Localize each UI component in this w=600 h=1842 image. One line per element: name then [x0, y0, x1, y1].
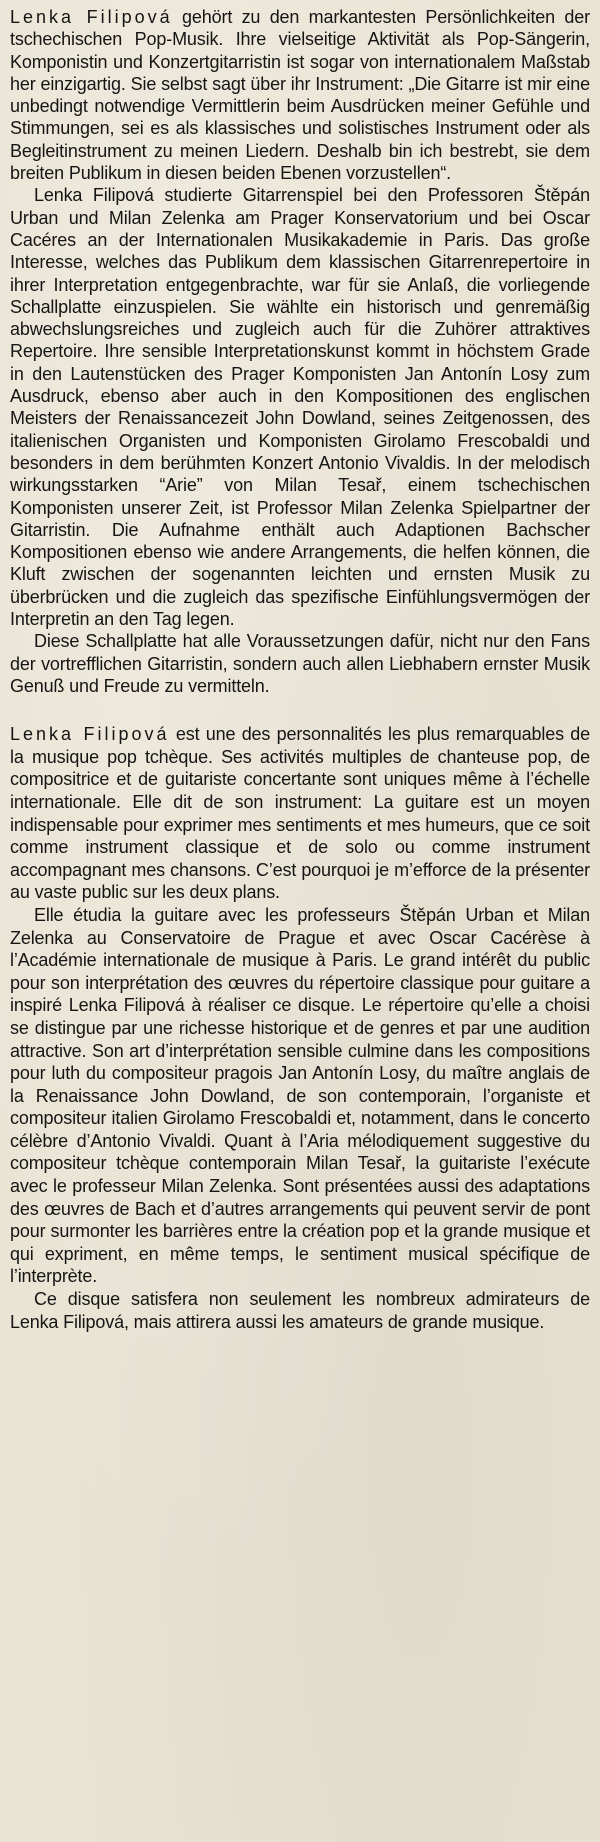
french-paragraph-3: Ce disque satisfera non seulement les nombreux admirateurs de Lenka Filipová, mais attirera aussi les amateurs de grande musique. — [10, 1289, 590, 1332]
german-paragraph-1-text: gehört zu den markantesten Persönlichkeiten der tschechischen Pop-Musik. Ihre vielseitige Aktivität als Pop-Sängerin, Komponistin und Konzertgitarristin ist sogar von internationalem Maßstab her einzigartig. Sie selbst sagt über ihr Instrument: „Die Gitarre ist mir eine unbedingt notwendige Vermittlerin beim Ausdrücken meiner Gefühle und Stimmungen, sei es als klassisches und solistisches Instrument oder als Begleitinstrument zu meinen Liedern. Deshalb bin ich bestrebt, sie dem breiten Publikum in diesen beiden Ebenen vorzustellen“. — [10, 7, 590, 184]
french-lead-name: Lenka Filipová — [10, 724, 170, 745]
german-section — [10, 6, 590, 697]
german-paragraph-2: Lenka Filipová studierte Gitarrenspiel bei den Professoren Štěpán Urban und Milan Zelenka am Prager Konservatorium und bei Oscar Cacéres an der Internationalen Musikakademie in Paris. Das große Interesse, welches das Publikum dem klassischen Gitarrenrepertoire in ihrer Interpretation entgegenbrachte, war für sie Anlaß, die vorliegende Schallplatte einzuspielen. Sie wählte ein historisch und genremäßig abwechslungsreiches und zugleich auch für die Zuhörer attraktives Repertoire. Ihre sensible Interpretationskunst kommt in höchstem Grade in den Lautenstücken des Prager Komponisten Jan Antonín Losy zum Ausdruck, ebenso aber auch in den Kompositionen des englischen Meisters der Renaissancezeit John Dowland, seines Zeitgenossen, des italienischen Organisten und Komponisten Girolamo Frescobaldi und besonders in dem berühmten Konzert Antonio Vivaldis. In der melodisch wirkungsstarken “Arie” von Milan Tesař, einem tschechischen Komponisten unserer Zeit, ist Professor Milan Zelenka Spielpartner der Gitarristin. Die Aufnahme enthält auch Adaptionen Bachscher Kompositionen ebenso wie andere Arrangements, die helfen können, die Kluft zwischen der sogenannten leichten und ernsten Musik zu überbrücken und die zugleich das spezifische Einfühlungsvermögen der Interpretin an den Tag legen. — [10, 185, 590, 630]
french-paragraph-1-text: est une des personnalités les plus remarquables de la musique pop tchèque. Ses activités multiples de chanteuse pop, de compositrice et de guitariste concertante sont uniques même à l’échelle internationale. Elle dit de son instrument: La guitare est un moyen indispensable pour exprimer mes sentiments et mes humeurs, que ce soit comme instrument classique et de solo ou comme instrument accompagnant mes chansons. C’est pourquoi je m’efforce de la présenter au vaste public sur les deux plans. — [10, 724, 590, 903]
french-section — [10, 723, 590, 1333]
german-paragraph-1 — [10, 6, 590, 184]
french-paragraph-1 — [10, 723, 590, 904]
french-paragraph-2: Elle étudia la guitare avec les professeurs Štěpán Urban et Milan Zelenka au Conservatoire de Prague et avec Oscar Cacérèse à l’Académie internationale de musique à Paris. Le grand intérêt du public pour son interprétation des œuvres du répertoire classique pour guitare a inspiré Lenka Filipová à réaliser ce disque. Le répertoire qu’elle a choisi se distingue par une richesse historique et de genres et par une audition attractive. Son art d’interprétation sensible culmine dans les compositions pour luth du compositeur pragois Jan Antonín Losy, du maître anglais de la Renaissance John Dowland, de son contemporain, l’organiste et compositeur italien Girolamo Frescobaldi et, notamment, dans le concerto célèbre d’Antonio Vivaldi. Quant à l’Aria mélodiquement suggestive du compositeur tchèque contemporain Milan Tesař, la guitariste l’exécute avec le professeur Milan Zelenka. Sont présentées aussi des adaptations des œuvres de Bach et d’autres arrangements qui peuvent servir de pont pour surmonter les barrières entre la création pop et la grande musique et qui expriment, en même temps, le sentiment musical spécifique de l’interprète. — [10, 904, 590, 1287]
german-paragraph-3: Diese Schallplatte hat alle Voraussetzungen dafür, nicht nur den Fans der vortrefflichen Gitarristin, sondern auch allen Liebhabern ernster Musik Genuß und Freude zu vermitteln. — [10, 631, 590, 696]
section-divider-space — [10, 697, 590, 723]
german-lead-name: Lenka Filipová — [10, 7, 173, 27]
